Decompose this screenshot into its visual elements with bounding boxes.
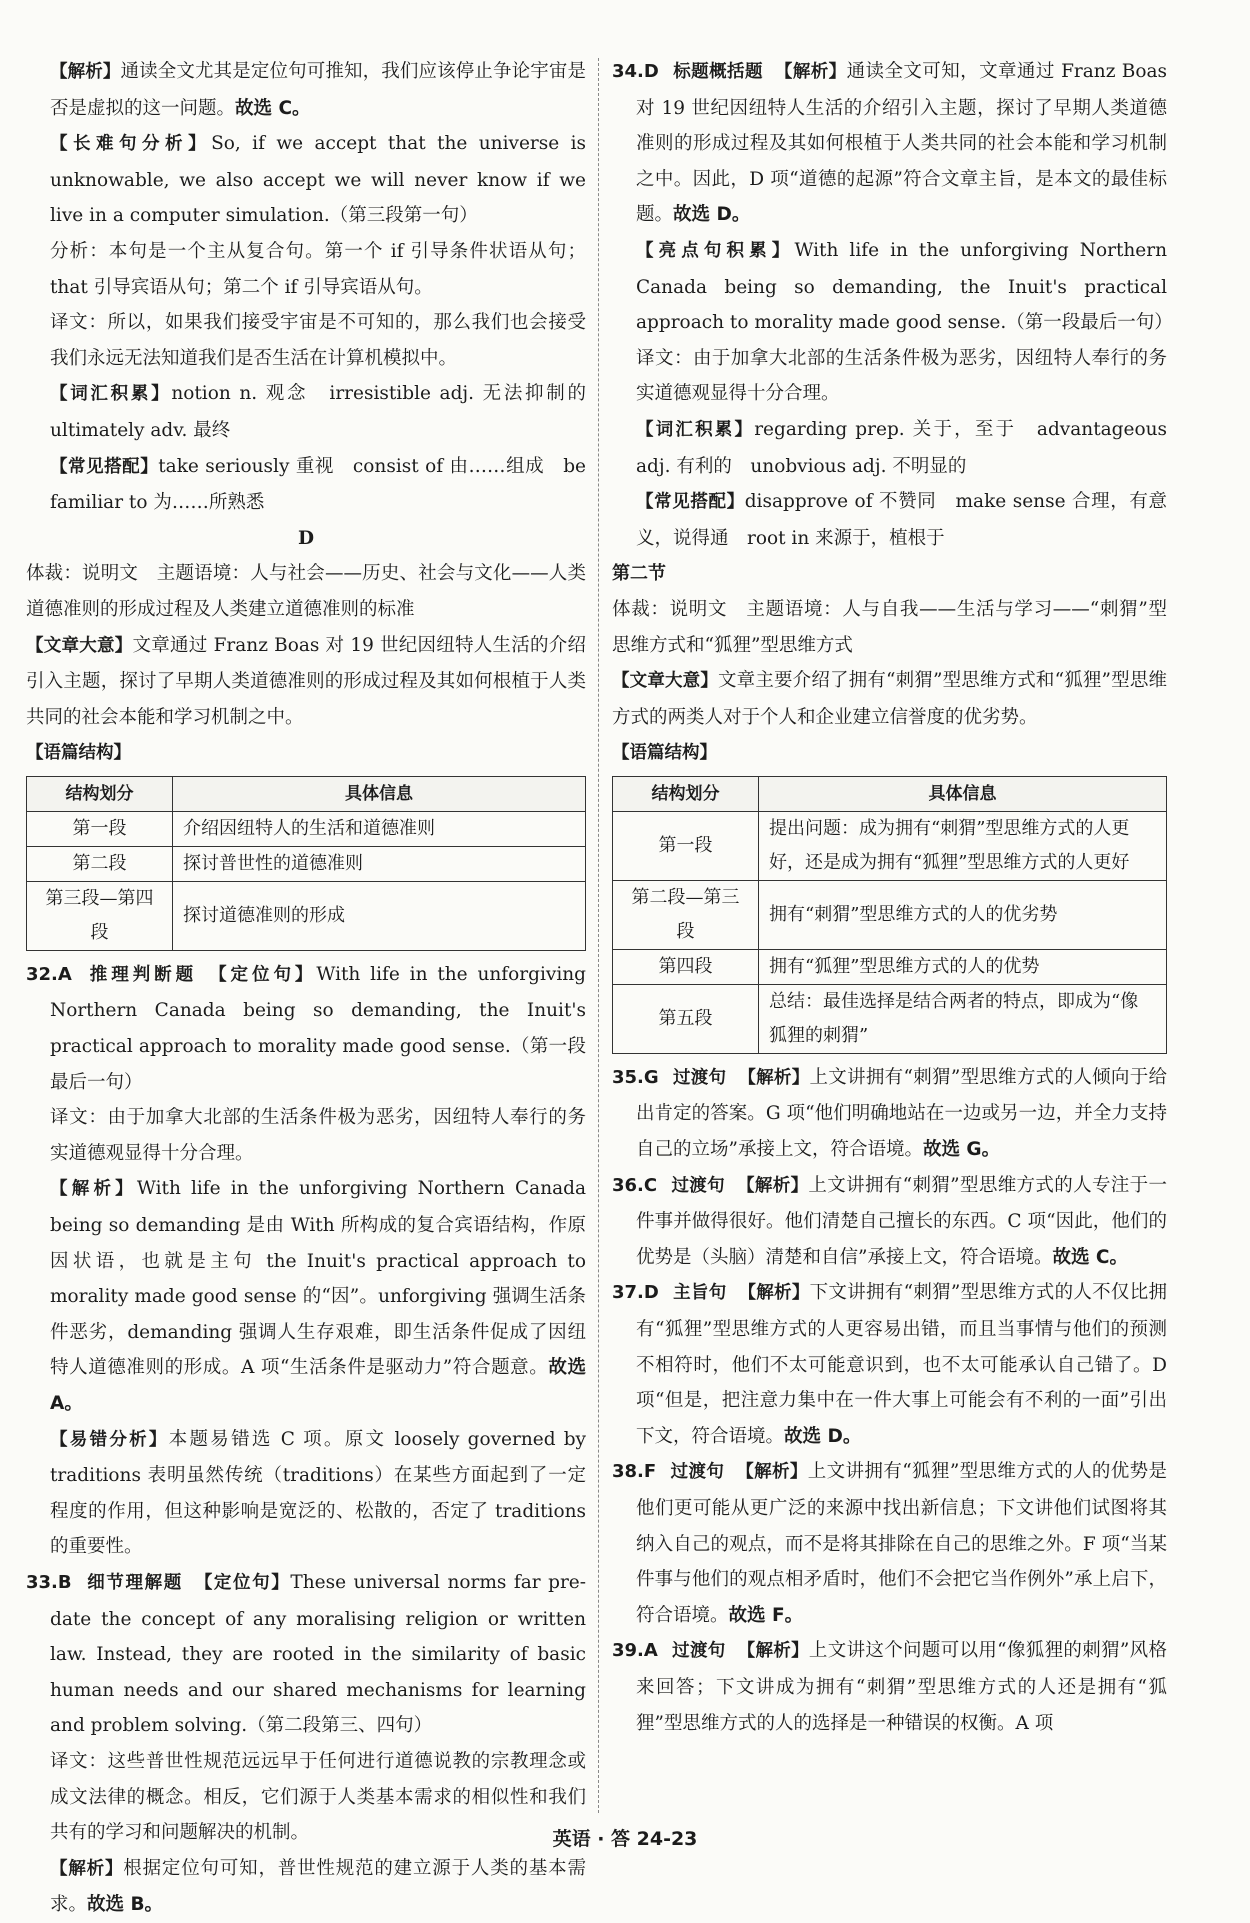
question-answer — [26, 1565, 586, 1744]
question-number: 35.G — [612, 1066, 659, 1088]
section-tag: 【解析】 — [50, 1179, 137, 1200]
paragraph — [26, 376, 605, 448]
table-header: 结构划分 — [613, 776, 759, 811]
body-text: These universal norms far pre-date the concept of any moralising religion or written law. Instead, they are rooted in the similarity of basic human needs and our shared mechanisms for learning and problem solving.（第二段第三、四句） — [50, 1571, 587, 1737]
question-answer — [612, 54, 1167, 233]
table-cell-part: 第三段—第四段 — [27, 881, 173, 950]
section-tag: 【常见搭配】 — [50, 456, 159, 477]
question-number: 36.C — [612, 1174, 658, 1196]
paragraph — [612, 233, 1173, 341]
question-number: 37.D — [612, 1282, 659, 1304]
table-cell-part: 第一段 — [613, 811, 759, 880]
body-text: 通读全文可知，文章通过 Franz Boas 对 19 世纪因纽特人生活的介绍引入主题，探讨了早期人类道德准则的形成过程及其如何根植于人类共同的社会本能和学习机制之中。因此，D 项“道德的起源”符合文章主旨，是本文的最佳标题。 — [636, 61, 1168, 226]
table-row — [613, 984, 1167, 1053]
paragraph — [26, 305, 586, 376]
body-text: disapprove of 不赞同 make sense 合理，有意义，说得通 root in 来源于，植根于 — [636, 491, 1167, 549]
paragraph — [26, 556, 586, 627]
question-answer — [612, 1454, 1167, 1633]
body-text: So, if we accept that the universe is unknowable, we also accept we will never know if we live in a computer simulation.（第三段第一句） — [50, 133, 586, 227]
paragraph — [26, 1100, 586, 1171]
paragraph — [612, 412, 1167, 484]
structure-table — [612, 776, 1167, 1054]
paragraph — [26, 54, 586, 126]
table-cell-info: 介绍因纽特人的生活和道德准则 — [173, 811, 586, 846]
section-tag: 【解析】 — [737, 1641, 809, 1662]
section-tag: 【解析】 — [50, 62, 121, 82]
body-text: 文章通过 Franz Boas 对 19 世纪因纽特人生活的介绍引入主题，探讨了早期人类道德准则的形成过程及其如何根植于人类共同的社会本能和学习机制之中。 — [26, 634, 586, 728]
answer-choice: 故选 D。 — [673, 204, 751, 226]
table-row — [613, 811, 1167, 880]
paragraph — [612, 341, 1167, 412]
paragraph — [26, 126, 586, 234]
body-text: take seriously 重视 consist of 由……组成 be familiar to 为……所熟悉 — [50, 455, 586, 514]
section-tag: 【定位句】 — [209, 964, 317, 985]
question-type: 主旨句 — [672, 1283, 727, 1304]
section-tag: 【亮点句积累】 — [636, 240, 795, 261]
answer-choice: 故选 G。 — [922, 1139, 1001, 1161]
column-divider — [598, 58, 599, 1813]
question-type: 过渡句 — [672, 1067, 727, 1088]
table-header: 具体信息 — [173, 776, 586, 811]
table-cell-part: 第四段 — [613, 949, 759, 984]
answer-choice: 故选 A。 — [50, 1357, 586, 1414]
body-text: 通读全文尤其是定位句可推知，我们应该停止争论宇宙是否是虚拟的这一问题。 — [50, 61, 586, 119]
answer-choice: 故选 C。 — [235, 97, 311, 119]
table-cell-part: 第一段 — [27, 811, 173, 846]
question-number: 33.B — [26, 1571, 72, 1593]
body-text: With life in the unforgiving Northern Canada being so demanding, the Inuit's practical approach to morality made good sense.（第一段最后一句） — [636, 239, 1173, 334]
page-footer: 英语 · 答 24-23 — [552, 1828, 698, 1850]
table-cell-info: 探讨道德准则的形成 — [173, 881, 586, 950]
answer-choice: 故选 B。 — [87, 1894, 164, 1916]
question-number: 34.D — [612, 61, 659, 82]
table-row — [613, 880, 1167, 949]
table-header: 具体信息 — [759, 776, 1167, 811]
section-tag: 【长难句分析】 — [50, 134, 212, 155]
section-tag: 【语篇结构】 — [612, 743, 717, 764]
body-text: 上文讲这个问题可以用“像狐狸的刺猬”风格来回答；下文讲成为拥有“刺猬”型思维方式的人还是拥有“狐狸”型思维方式的人的选择是一种错误的权衡。A 项 — [636, 1640, 1167, 1734]
question-number: 32.A — [26, 963, 72, 985]
body-text: 体裁：说明文 主题语境：人与自我——生活与学习——“刺猬”型思维方式和“狐狸”型思维方式 — [612, 598, 1167, 656]
body-text: 译文：由于加拿大北部的生活条件极为恶劣，因纽特人奉行的务实道德观显得十分合理。 — [50, 1107, 586, 1164]
right-column — [612, 54, 1173, 1741]
table-cell-info: 探讨普世性的道德准则 — [173, 846, 586, 881]
body-text: 上文讲拥有“狐狸”型思维方式的人的优势是他们更可能从更广泛的来源中找出新信息；下文讲他们试图将其纳入自己的观点，而不是将其排除在自己的思维之外。F 项“当某件事与他们的观点相矛盾时，他们不会把它当作例外”承上启下，符合语境。 — [636, 1461, 1168, 1626]
left-column — [26, 54, 605, 1923]
question-type: 过渡句 — [671, 1641, 726, 1662]
section-tag: 【定位句】 — [194, 1572, 291, 1593]
body-text: 本题易错选 C 项。原文 loosely governed by traditions 表明虽然传统（traditions）在某些方面起到了一定程度的作用，但这种影响是宽泛的、松散的，否定了 traditions 的重要性。 — [50, 1428, 586, 1558]
section-letter: D — [297, 527, 315, 549]
section-tag: 【常见搭配】 — [636, 492, 745, 513]
answer-choice: 故选 F。 — [728, 1604, 804, 1626]
paragraph — [612, 735, 1167, 772]
section-tag: 【语篇结构】 — [26, 743, 131, 764]
body-text: With life in the unforgiving Northern Canada being so demanding 是由 With 所构成的复合宾语结构，作原因状语，也就是主句 the Inuit's practical approach to morality made good sense 的“因”。unforgiving 强调生活条件恶劣，demanding 强调人生存艰难，即生活条件促成了因纽特人道德准则的形成。A 项“生活条件是驱动力”符合题意。 — [50, 1178, 587, 1379]
section-tag: 【解析】 — [737, 1175, 809, 1196]
question-type: 过渡句 — [671, 1175, 726, 1196]
question-answer — [612, 1168, 1167, 1276]
table-cell-info: 拥有“狐狸”型思维方式的人的优势 — [759, 949, 1167, 984]
section-tag: 【易错分析】 — [50, 1429, 169, 1450]
question-number: 39.A — [612, 1640, 658, 1662]
answer-choice: 故选 C。 — [1052, 1246, 1128, 1268]
section-tag: 【解析】 — [738, 1067, 810, 1088]
body-text: With life in the unforgiving Northern Canada being so demanding, the Inuit's practical approach to morality made good sense.（第一段最后一句） — [50, 963, 587, 1093]
section-tag: 【词汇积累】 — [636, 419, 755, 440]
answer-choice: 故选 D。 — [784, 1425, 862, 1447]
table-row — [27, 846, 586, 881]
body-text: 译文：所以，如果我们接受宇宙是不可知的，那么我们也会接受我们永远无法知道我们是否生活在计算机模拟中。 — [50, 312, 586, 369]
table-cell-part: 第二段—第三段 — [613, 880, 759, 949]
section-tag: 【解析】 — [50, 1858, 124, 1879]
body-text: regarding prep. 关于，至于 advantageous adj. 有利的 unobvious adj. 不明显的 — [636, 418, 1168, 477]
question-type: 推理判断题 — [85, 964, 198, 985]
body-text: 文章主要介绍了拥有“刺猬”型思维方式和“狐狸”型思维方式的两类人对于个人和企业建立信誉度的优劣势。 — [612, 670, 1167, 728]
section-tag: 【解析】 — [738, 1283, 810, 1304]
section-tag: 【文章大意】 — [612, 671, 718, 692]
table-header: 结构划分 — [27, 776, 173, 811]
section-heading: 第二节 — [612, 563, 666, 585]
question-answer — [612, 1275, 1167, 1454]
question-type: 过渡句 — [670, 1462, 725, 1483]
paragraph — [26, 628, 586, 736]
table-row — [27, 811, 586, 846]
section-tag: 【文章大意】 — [26, 635, 133, 656]
body-text: 译文：这些普世性规范远远早于任何进行道德说教的宗教理念或成文法律的概念。相反，它们源于人类基本需求的相似性和我们共有的学习和问题解决的机制。 — [50, 1750, 586, 1844]
question-number: 38.F — [612, 1461, 657, 1483]
paragraph — [26, 449, 586, 521]
body-text: 下文讲拥有“刺猬”型思维方式的人不仅比拥有“狐狸”型思维方式的人更容易出错，而且当事情与他们的预测不相符时，他们不太可能意识到，也不太可能承认自己错了。D 项“但是，把注意力集中在一件大事上可能会有不利的一面”引出下文，符合语境。 — [636, 1282, 1168, 1447]
paragraph — [612, 663, 1167, 735]
body-text: 体裁：说明文 主题语境：人与社会——历史、社会与文化——人类道德准则的形成过程及人类建立道德准则的标准 — [26, 563, 586, 620]
paragraph — [612, 484, 1167, 556]
paragraph — [26, 735, 586, 772]
body-text: 根据定位句可知，普世性规范的建立源于人类的基本需求。 — [50, 1857, 586, 1916]
section-tag: 【解析】 — [774, 62, 847, 82]
question-type: 标题概括题 — [672, 62, 763, 82]
table-cell-part: 第二段 — [27, 846, 173, 881]
table-cell-info: 拥有“刺猬”型思维方式的人的优劣势 — [759, 880, 1167, 949]
paragraph — [612, 592, 1167, 663]
table-row — [613, 949, 1167, 984]
question-answer — [26, 957, 586, 1100]
table-row — [27, 881, 586, 950]
question-answer — [612, 1060, 1167, 1168]
body-text: 分析：本句是一个主从复合句。第一个 if 引导条件状语从句；that 引导宾语从句；第二个 if 引导宾语从句。 — [50, 240, 586, 298]
section-tag: 【解析】 — [736, 1462, 808, 1483]
body-text: notion n. 观念 irresistible adj. 无法抑制的 ultimately adv. 最终 — [50, 383, 605, 441]
structure-table — [26, 776, 586, 951]
body-text: 译文：由于加拿大北部的生活条件极为恶劣，因纽特人奉行的务实道德观显得十分合理。 — [636, 347, 1167, 405]
body-text: 上文讲拥有“刺猬”型思维方式的人倾向于给出肯定的答案。G 项“他们明确地站在一边或另一边，并全力支持自己的立场”承接上文，符合语境。 — [636, 1066, 1167, 1161]
paragraph — [26, 1851, 586, 1923]
body-text: 上文讲拥有“刺猬”型思维方式的人专注于一件事并做得很好。他们清楚自己擅长的东西。C 项“因此，他们的优势是（头脑）清楚和自信”承接上文，符合语境。 — [636, 1174, 1168, 1268]
paragraph — [26, 1171, 586, 1421]
question-answer — [612, 1633, 1167, 1741]
section-tag: 【词汇积累】 — [50, 384, 172, 405]
paragraph — [26, 1422, 586, 1565]
table-cell-info: 总结：最佳选择是结合两者的特点，即成为“像狐狸的刺猬” — [759, 984, 1167, 1053]
paragraph — [26, 234, 586, 305]
table-cell-part: 第五段 — [613, 984, 759, 1053]
question-type: 细节理解题 — [85, 1572, 183, 1593]
table-cell-info: 提出问题：成为拥有“刺猬”型思维方式的人更好，还是成为拥有“狐狸”型思维方式的人更好 — [759, 811, 1167, 880]
